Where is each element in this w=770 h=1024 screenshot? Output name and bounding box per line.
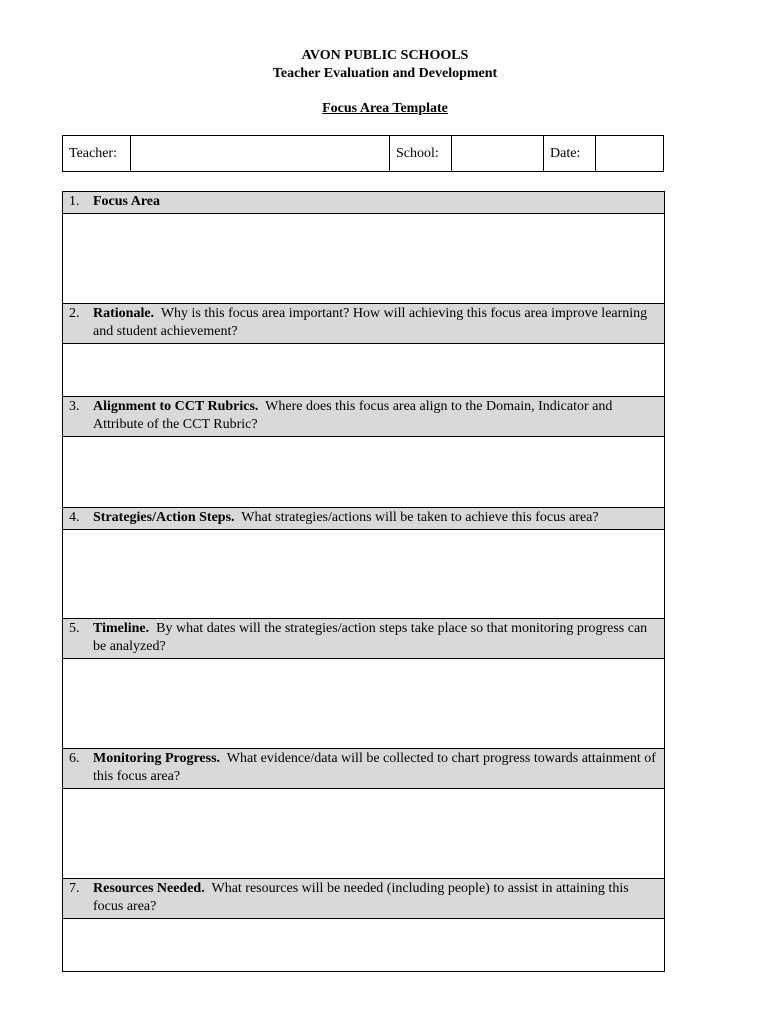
focus-area-field[interactable] [63, 214, 665, 304]
section-header-resources [63, 879, 665, 919]
section-title: Monitoring Progress. [93, 751, 221, 766]
school-label: School: [390, 136, 452, 172]
section-header-strategies [63, 508, 665, 530]
resources-field[interactable] [63, 919, 665, 972]
section-title: Alignment to CCT Rubrics. [93, 399, 259, 414]
section-header-alignment [63, 397, 665, 437]
alignment-field[interactable] [63, 437, 665, 508]
section-description: By what dates will the strategies/action steps take place so that monitoring progress can be analyzed? [93, 621, 648, 654]
teacher-field[interactable] [131, 136, 390, 172]
section-title: Strategies/Action Steps. [93, 510, 235, 525]
rationale-field[interactable] [63, 344, 665, 397]
section-number: 2. [69, 306, 80, 321]
section-title: Rationale. [93, 306, 155, 321]
section-title: Focus Area [93, 194, 161, 209]
school-field[interactable] [452, 136, 544, 172]
section-header-rationale [63, 304, 665, 344]
district-name: AVON PUBLIC SCHOOLS [301, 48, 469, 63]
section-title: Timeline. [93, 621, 150, 636]
strategies-field[interactable] [63, 530, 665, 619]
focus-area-sections [62, 191, 665, 972]
section-header-focus-area [63, 192, 665, 214]
section-description: What strategies/actions will be taken to achieve this focus area? [241, 510, 599, 525]
section-description: What evidence/data will be collected to chart progress towards attainment of this focus area? [93, 751, 656, 784]
date-field[interactable] [596, 136, 664, 172]
section-number: 6. [69, 751, 80, 766]
section-number: 4. [69, 510, 80, 525]
teacher-label: Teacher: [63, 136, 131, 172]
section-number: 5. [69, 621, 80, 636]
date-label: Date: [544, 136, 596, 172]
document-subtitle: Teacher Evaluation and Development [272, 66, 498, 81]
timeline-field[interactable] [63, 659, 665, 749]
section-number: 7. [69, 881, 80, 896]
section-description: What resources will be needed (including people) to assist in attaining this focus area? [93, 881, 629, 914]
info-table [62, 135, 664, 172]
section-number: 3. [69, 399, 80, 414]
section-header-monitoring [63, 749, 665, 789]
template-title: Focus Area Template [322, 101, 448, 116]
monitoring-field[interactable] [63, 789, 665, 879]
section-description: Where does this focus area align to the Domain, Indicator and Attribute of the CCT Rubric? [93, 399, 613, 432]
section-header-timeline [63, 619, 665, 659]
section-description: Why is this focus area important? How will achieving this focus area improve learning and student achievement? [93, 306, 648, 339]
section-title: Resources Needed. [93, 881, 205, 896]
section-number: 1. [69, 194, 80, 209]
